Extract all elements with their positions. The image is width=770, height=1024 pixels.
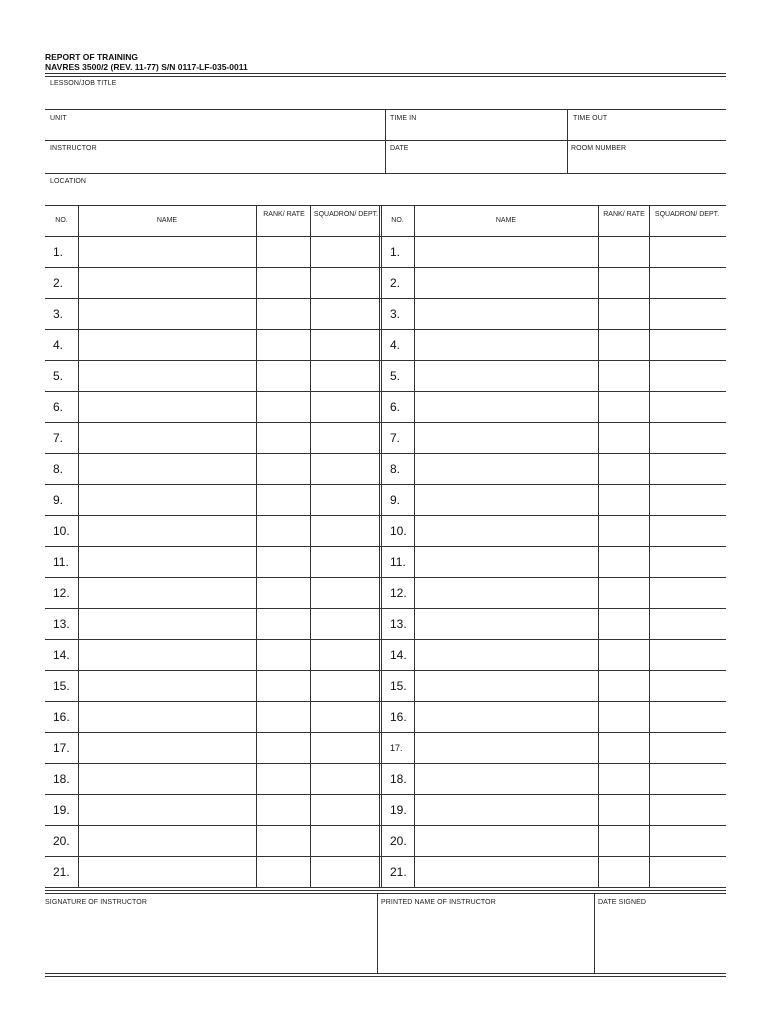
row-number: 4. <box>390 338 401 352</box>
form-number: NAVRES 3500/2 (REV. 11-77) S/N 0117-LF-035-0011 <box>45 62 248 72</box>
name-cell[interactable] <box>416 236 598 267</box>
header-rule-2 <box>45 76 726 77</box>
squadron-cell[interactable] <box>312 391 380 422</box>
rank-cell[interactable] <box>258 360 310 391</box>
name-cell[interactable] <box>80 391 256 422</box>
name-cell[interactable] <box>416 329 598 360</box>
name-cell[interactable] <box>416 639 598 670</box>
squadron-cell[interactable] <box>312 453 380 484</box>
squadron-cell[interactable] <box>651 329 725 360</box>
table-row <box>45 298 379 329</box>
row-rule <box>45 887 726 888</box>
rank-cell[interactable] <box>600 298 650 329</box>
name-cell[interactable] <box>416 763 598 794</box>
row-number: 1. <box>390 245 401 259</box>
rank-cell[interactable] <box>258 391 310 422</box>
col-header-squadron-right: SQUADRON/ DEPT. <box>654 211 720 218</box>
name-cell[interactable] <box>80 360 256 391</box>
instructor-label: INSTRUCTOR <box>50 145 97 152</box>
rank-cell[interactable] <box>258 329 310 360</box>
squadron-cell[interactable] <box>651 794 725 825</box>
table-row <box>45 825 379 856</box>
col-header-no-left: NO. <box>55 217 68 224</box>
table-row <box>381 639 726 670</box>
rank-cell[interactable] <box>600 608 650 639</box>
row-number: 11. <box>53 555 69 569</box>
table-row <box>45 360 379 391</box>
rank-cell[interactable] <box>600 360 650 391</box>
table-row <box>381 670 726 701</box>
row-number: 10. <box>390 524 407 538</box>
table-row <box>381 484 726 515</box>
rank-cell[interactable] <box>258 825 310 856</box>
squadron-cell[interactable] <box>312 670 380 701</box>
col-header-rank-left: RANK/ RATE <box>263 211 305 218</box>
date-signed-field[interactable] <box>596 910 725 970</box>
rank-cell[interactable] <box>600 422 650 453</box>
name-cell[interactable] <box>80 329 256 360</box>
row-number: 6. <box>390 400 401 414</box>
name-cell[interactable] <box>416 484 598 515</box>
name-cell[interactable] <box>416 856 598 887</box>
name-cell[interactable] <box>80 856 256 887</box>
squadron-cell[interactable] <box>651 267 725 298</box>
name-cell[interactable] <box>416 701 598 732</box>
squadron-cell[interactable] <box>651 546 725 577</box>
form-header <box>45 52 248 72</box>
rank-cell[interactable] <box>600 329 650 360</box>
table-row <box>45 329 379 360</box>
squadron-cell[interactable] <box>312 546 380 577</box>
squadron-cell[interactable] <box>312 856 380 887</box>
squadron-cell[interactable] <box>651 391 725 422</box>
row-number: 5. <box>390 369 401 383</box>
room-number-field[interactable] <box>569 154 725 172</box>
row-number: 5. <box>53 369 64 383</box>
table-bottom-rule <box>45 890 726 891</box>
squadron-cell[interactable] <box>651 670 725 701</box>
name-cell[interactable] <box>416 608 598 639</box>
row-number: 16. <box>53 710 70 724</box>
squadron-cell[interactable] <box>312 236 380 267</box>
squadron-cell[interactable] <box>312 608 380 639</box>
rank-cell[interactable] <box>600 763 650 794</box>
row-number: 14. <box>390 648 407 662</box>
table-row <box>45 453 379 484</box>
table-row <box>45 577 379 608</box>
squadron-cell[interactable] <box>651 732 725 763</box>
squadron-cell[interactable] <box>651 453 725 484</box>
squadron-cell[interactable] <box>651 608 725 639</box>
row-number: 8. <box>390 462 401 476</box>
row-number: 13. <box>53 617 70 631</box>
squadron-cell[interactable] <box>651 422 725 453</box>
squadron-cell[interactable] <box>651 298 725 329</box>
row-number: 19. <box>53 803 70 817</box>
header-rule <box>45 73 726 74</box>
table-row <box>45 763 379 794</box>
rank-cell[interactable] <box>600 515 650 546</box>
table-row <box>381 608 726 639</box>
rank-cell[interactable] <box>600 856 650 887</box>
rank-cell[interactable] <box>258 236 310 267</box>
row-number: 17. <box>53 741 70 755</box>
rank-cell[interactable] <box>600 236 650 267</box>
rank-cell[interactable] <box>600 577 650 608</box>
location-field[interactable] <box>45 187 726 205</box>
name-cell[interactable] <box>80 422 256 453</box>
rank-cell[interactable] <box>600 453 650 484</box>
rank-cell[interactable] <box>600 639 650 670</box>
squadron-cell[interactable] <box>651 856 725 887</box>
name-cell[interactable] <box>416 267 598 298</box>
rank-cell[interactable] <box>600 701 650 732</box>
rank-cell[interactable] <box>258 577 310 608</box>
name-cell[interactable] <box>80 639 256 670</box>
row-number: 13. <box>390 617 407 631</box>
row-number: 19. <box>390 803 407 817</box>
squadron-cell[interactable] <box>651 515 725 546</box>
table-row <box>45 267 379 298</box>
squadron-cell[interactable] <box>312 732 380 763</box>
table-row <box>381 546 726 577</box>
squadron-cell[interactable] <box>651 360 725 391</box>
squadron-cell[interactable] <box>651 825 725 856</box>
table-row <box>45 608 379 639</box>
squadron-cell[interactable] <box>312 825 380 856</box>
name-cell[interactable] <box>80 236 256 267</box>
squadron-cell[interactable] <box>651 236 725 267</box>
squadron-cell[interactable] <box>651 484 725 515</box>
footer-rule-2 <box>45 976 726 977</box>
squadron-cell[interactable] <box>312 484 380 515</box>
printed-name-of-instructor-label: PRINTED NAME OF INSTRUCTOR <box>381 899 496 906</box>
table-row <box>45 515 379 546</box>
table-row <box>45 422 379 453</box>
table-row <box>381 267 726 298</box>
table-bottom-rule-2 <box>45 893 726 894</box>
table-row <box>381 701 726 732</box>
squadron-cell[interactable] <box>312 701 380 732</box>
rank-cell[interactable] <box>258 608 310 639</box>
name-cell[interactable] <box>416 360 598 391</box>
row-number: 7. <box>390 431 401 445</box>
row-number: 11. <box>390 555 406 569</box>
unit-label: UNIT <box>50 115 67 122</box>
rank-cell[interactable] <box>600 670 650 701</box>
rank-cell[interactable] <box>258 422 310 453</box>
row-number: 18. <box>53 772 70 786</box>
row-number: 2. <box>390 276 401 290</box>
date-field[interactable] <box>387 154 567 172</box>
col-header-no-right: NO. <box>391 217 404 224</box>
table-row <box>45 794 379 825</box>
name-cell[interactable] <box>80 546 256 577</box>
table-row <box>45 701 379 732</box>
name-cell[interactable] <box>80 794 256 825</box>
rank-cell[interactable] <box>258 763 310 794</box>
row-number: 15. <box>390 679 407 693</box>
row-number: 18. <box>390 772 407 786</box>
table-row <box>45 856 379 887</box>
table-row <box>45 670 379 701</box>
name-cell[interactable] <box>416 732 598 763</box>
rank-cell[interactable] <box>600 825 650 856</box>
squadron-cell[interactable] <box>312 515 380 546</box>
form-title: REPORT OF TRAINING <box>45 52 139 62</box>
rank-cell[interactable] <box>600 794 650 825</box>
row-number: 14. <box>53 648 70 662</box>
name-cell[interactable] <box>80 484 256 515</box>
col-header-name-right: NAME <box>495 217 517 224</box>
lesson-title-field[interactable] <box>45 88 726 109</box>
rank-cell[interactable] <box>258 298 310 329</box>
row-number: 9. <box>53 493 64 507</box>
rank-cell[interactable] <box>258 732 310 763</box>
table-row <box>45 484 379 515</box>
row-number: 20. <box>390 834 407 848</box>
squadron-cell[interactable] <box>312 298 380 329</box>
date-label: DATE <box>390 145 409 152</box>
row-number: 3. <box>390 307 401 321</box>
squadron-cell[interactable] <box>651 763 725 794</box>
name-cell[interactable] <box>416 515 598 546</box>
table-row <box>381 825 726 856</box>
col-header-rank-right: RANK/ RATE <box>603 211 645 218</box>
row-number: 16. <box>390 710 407 724</box>
time-in-field[interactable] <box>387 123 567 140</box>
name-cell[interactable] <box>416 577 598 608</box>
name-cell[interactable] <box>80 763 256 794</box>
rank-cell[interactable] <box>600 732 650 763</box>
row-number: 10. <box>53 524 70 538</box>
table-row <box>381 453 726 484</box>
date-signed-label: DATE SIGNED <box>598 899 647 906</box>
table-row <box>45 639 379 670</box>
rank-cell[interactable] <box>258 856 310 887</box>
name-cell[interactable] <box>416 391 598 422</box>
row-number: 12. <box>390 586 407 600</box>
time-out-field[interactable] <box>569 123 725 140</box>
rank-cell[interactable] <box>258 515 310 546</box>
name-cell[interactable] <box>416 546 598 577</box>
row-number: 3. <box>53 307 64 321</box>
rank-cell[interactable] <box>600 267 650 298</box>
rank-cell[interactable] <box>258 484 310 515</box>
rank-cell[interactable] <box>258 453 310 484</box>
squadron-cell[interactable] <box>312 794 380 825</box>
table-row <box>45 391 379 422</box>
table-row <box>381 856 726 887</box>
name-cell[interactable] <box>416 453 598 484</box>
row-number: 4. <box>53 338 64 352</box>
signature-of-instructor-label: SIGNATURE OF INSTRUCTOR <box>45 899 147 906</box>
squadron-cell[interactable] <box>312 267 380 298</box>
table-row <box>45 732 379 763</box>
row-number: 7. <box>53 431 64 445</box>
row-number: 8. <box>53 462 64 476</box>
row-number: 12. <box>53 586 70 600</box>
table-row <box>381 732 726 763</box>
name-cell[interactable] <box>80 608 256 639</box>
rank-cell[interactable] <box>258 546 310 577</box>
squadron-cell[interactable] <box>312 360 380 391</box>
room-number-label: ROOM NUMBER <box>571 145 627 152</box>
name-cell[interactable] <box>80 577 256 608</box>
name-cell[interactable] <box>416 825 598 856</box>
squadron-cell[interactable] <box>651 639 725 670</box>
table-row <box>381 360 726 391</box>
table-row <box>381 236 726 267</box>
footer-rule <box>45 973 726 974</box>
time-in-label: TIME IN <box>390 115 417 122</box>
squadron-cell[interactable] <box>312 422 380 453</box>
row-number: 15. <box>53 679 70 693</box>
row-number: 6. <box>53 400 64 414</box>
rank-cell[interactable] <box>258 701 310 732</box>
table-row <box>381 422 726 453</box>
name-cell[interactable] <box>80 825 256 856</box>
row-number: 9. <box>390 493 401 507</box>
rank-cell[interactable] <box>258 794 310 825</box>
squadron-cell[interactable] <box>312 763 380 794</box>
table-row <box>381 577 726 608</box>
row-number: 1. <box>53 245 64 259</box>
row-number: 2. <box>53 276 64 290</box>
printed-name-of-instructor-field[interactable] <box>380 910 592 970</box>
rank-cell[interactable] <box>600 391 650 422</box>
instructor-field[interactable] <box>45 154 385 172</box>
name-cell[interactable] <box>416 422 598 453</box>
location-label: LOCATION <box>50 178 87 185</box>
squadron-cell[interactable] <box>312 639 380 670</box>
table-row <box>381 298 726 329</box>
name-cell[interactable] <box>80 267 256 298</box>
table-row <box>381 763 726 794</box>
rank-cell[interactable] <box>258 670 310 701</box>
name-cell[interactable] <box>80 298 256 329</box>
rank-cell[interactable] <box>600 484 650 515</box>
time-out-label: TIME OUT <box>573 115 608 122</box>
squadron-cell[interactable] <box>312 329 380 360</box>
name-cell[interactable] <box>416 670 598 701</box>
table-top-rule <box>45 205 726 206</box>
rank-cell[interactable] <box>600 546 650 577</box>
unit-field[interactable] <box>45 123 385 140</box>
col-header-name-left: NAME <box>156 217 178 224</box>
rank-cell[interactable] <box>258 639 310 670</box>
row-number: 17. <box>390 743 403 753</box>
squadron-cell[interactable] <box>312 577 380 608</box>
row-number: 20. <box>53 834 70 848</box>
name-cell[interactable] <box>416 794 598 825</box>
rank-cell[interactable] <box>258 267 310 298</box>
name-cell[interactable] <box>80 453 256 484</box>
table-row <box>381 515 726 546</box>
row-number: 21. <box>53 865 70 879</box>
lesson-title-label: LESSON/JOB TITLE <box>50 80 117 87</box>
squadron-cell[interactable] <box>651 577 725 608</box>
table-row <box>381 391 726 422</box>
table-row <box>381 794 726 825</box>
name-cell[interactable] <box>416 298 598 329</box>
name-cell[interactable] <box>80 515 256 546</box>
row-number: 21. <box>390 865 407 879</box>
table-row <box>45 546 379 577</box>
signature-of-instructor-field[interactable] <box>45 910 375 970</box>
name-cell[interactable] <box>80 732 256 763</box>
squadron-cell[interactable] <box>651 701 725 732</box>
table-row <box>45 236 379 267</box>
name-cell[interactable] <box>80 701 256 732</box>
table-row <box>381 329 726 360</box>
name-cell[interactable] <box>80 670 256 701</box>
col-header-squadron-left: SQUADRON/ DEPT. <box>313 211 379 218</box>
